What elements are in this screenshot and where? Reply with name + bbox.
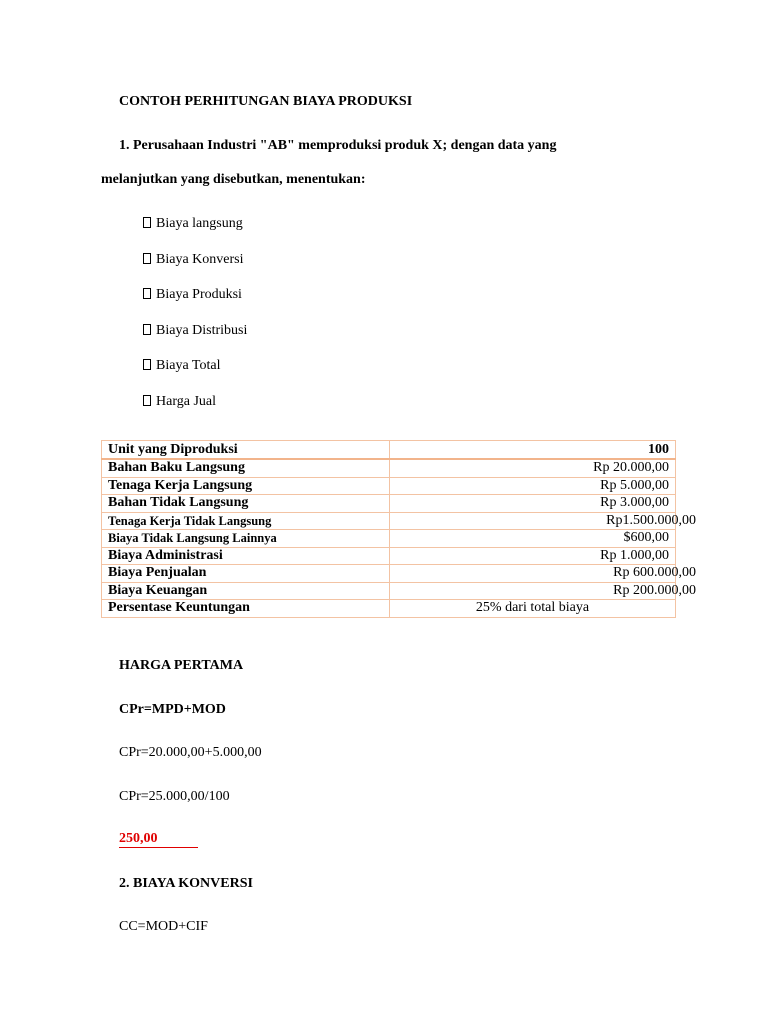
- production-data-table: [101, 440, 696, 618]
- bullet-item: [143, 323, 247, 339]
- bullet-item: [143, 394, 216, 410]
- table-row: [102, 547, 676, 565]
- bullet-label: Biaya Total: [156, 358, 221, 373]
- empty-square-icon: [143, 288, 151, 299]
- section-heading-harga-pertama: HARGA PERTAMA: [119, 658, 244, 673]
- empty-square-icon: [143, 395, 151, 406]
- intro-line-1: 1. Perusahaan Industri "AB" memproduksi produk X; dengan data yang: [119, 138, 557, 153]
- row-value-text: Rp 600.000,00: [613, 565, 696, 581]
- table-row: [102, 495, 676, 513]
- empty-square-icon: [143, 324, 151, 335]
- calculation-line: CPr=25.000,00/100: [119, 789, 230, 804]
- bullet-item: [143, 287, 242, 303]
- row-value-text: Rp 1.000,00: [600, 547, 669, 563]
- table-row: [102, 477, 676, 495]
- row-label: Bahan Tidak Langsung: [102, 495, 390, 513]
- bullet-label: Biaya Produksi: [156, 287, 242, 302]
- bullet-label: Biaya langsung: [156, 216, 243, 231]
- row-label: Unit yang Diproduksi: [102, 441, 390, 460]
- table-row: [102, 459, 676, 477]
- row-value: 100: [390, 441, 676, 460]
- bullet-item: [143, 216, 243, 232]
- calculation-line: CPr=20.000,00+5.000,00: [119, 745, 262, 760]
- row-value: [390, 547, 676, 565]
- bullet-label: Harga Jual: [156, 394, 216, 409]
- bullet-item: [143, 252, 243, 268]
- table-row: [102, 441, 676, 460]
- row-value: 25% dari total biaya: [390, 600, 676, 618]
- intro-line-2: melanjutkan yang disebutkan, menentukan:: [101, 172, 366, 187]
- row-label: Biaya Administrasi: [102, 547, 390, 565]
- bullet-label: Biaya Konversi: [156, 252, 244, 267]
- row-value-text: $600,00: [623, 530, 669, 546]
- formula-cpr: CPr=MPD+MOD: [119, 702, 226, 717]
- section-heading-biaya-konversi: 2. BIAYA KONVERSI: [119, 876, 253, 891]
- table-row: [102, 600, 676, 618]
- empty-square-icon: [143, 359, 151, 370]
- row-value: [390, 459, 676, 477]
- table-row: [102, 565, 676, 583]
- row-value: [390, 512, 696, 530]
- row-value: [390, 477, 676, 495]
- row-label: Biaya Keuangan: [102, 582, 390, 600]
- row-label: Biaya Tidak Langsung Lainnya: [102, 530, 390, 548]
- table-row: [102, 582, 676, 600]
- table-row: [102, 512, 676, 530]
- row-value-text: Rp 200.000,00: [613, 582, 696, 598]
- row-label: Tenaga Kerja Tidak Langsung: [102, 512, 390, 530]
- formula-cc: CC=MOD+CIF: [119, 919, 208, 934]
- empty-square-icon: [143, 253, 151, 264]
- document-title: CONTOH PERHITUNGAN BIAYA PRODUKSI: [119, 94, 413, 109]
- table-row: [102, 530, 676, 548]
- row-value-text: Rp 5.000,00: [600, 477, 669, 493]
- row-value: [390, 495, 676, 513]
- bullet-item: [143, 358, 220, 374]
- row-value-text: Rp 3.000,00: [600, 495, 669, 511]
- result-value: 250,00: [119, 832, 198, 848]
- row-value: [390, 582, 696, 600]
- row-value: [390, 530, 676, 548]
- bullet-label: Biaya Distribusi: [156, 323, 248, 338]
- row-label: Persentase Keuntungan: [102, 600, 390, 618]
- row-label: Bahan Baku Langsung: [102, 459, 390, 477]
- row-value-text: Rp 20.000,00: [593, 460, 669, 476]
- row-value: [390, 565, 696, 583]
- empty-square-icon: [143, 217, 151, 228]
- row-label: Tenaga Kerja Langsung: [102, 477, 390, 495]
- row-value-text: Rp1.500.000,00: [606, 512, 696, 528]
- row-label: Biaya Penjualan: [102, 565, 390, 583]
